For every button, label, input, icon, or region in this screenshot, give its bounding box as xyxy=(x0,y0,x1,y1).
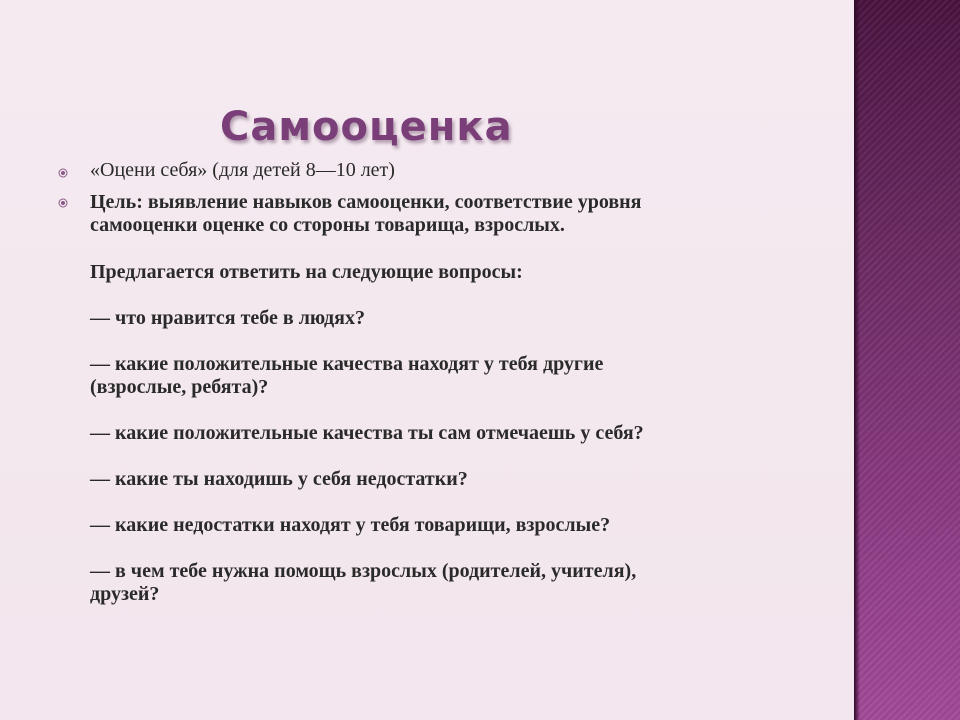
question-3: — какие положительные качества ты сам отмечаешь у себя? xyxy=(90,422,644,444)
bullet-icon xyxy=(58,198,68,208)
goal-text-line-2: самооценки оценке со стороны товарища, взрослых. xyxy=(90,214,565,236)
bullet-text-1: «Оцени себя» (для детей 8—10 лет) xyxy=(90,159,395,181)
panel-edge-shadow xyxy=(854,0,860,720)
question-6-cont: друзей? xyxy=(90,583,160,605)
question-4: — какие ты находишь у себя недостатки? xyxy=(90,468,468,490)
question-5: — какие недостатки находят у тебя товарищи, взрослые? xyxy=(90,514,611,536)
question-2-cont: (взрослые, ребята)? xyxy=(90,376,269,398)
question-1: — что нравится тебе в людях? xyxy=(90,307,365,329)
decorative-side-panel xyxy=(854,0,960,720)
slide-title: Самооценка xyxy=(220,104,513,150)
panel-texture xyxy=(854,0,960,720)
question-6: — в чем тебе нужна помощь взрослых (родителей, учителя), xyxy=(90,560,637,582)
question-2: — какие положительные качества находят у тебя другие xyxy=(90,353,604,375)
intro-text: Предлагается ответить на следующие вопросы: xyxy=(90,261,523,283)
bullet-text-2: Цель: выявление навыков самооценки, соответствие уровня xyxy=(90,191,642,213)
bullet-icon xyxy=(58,168,68,178)
